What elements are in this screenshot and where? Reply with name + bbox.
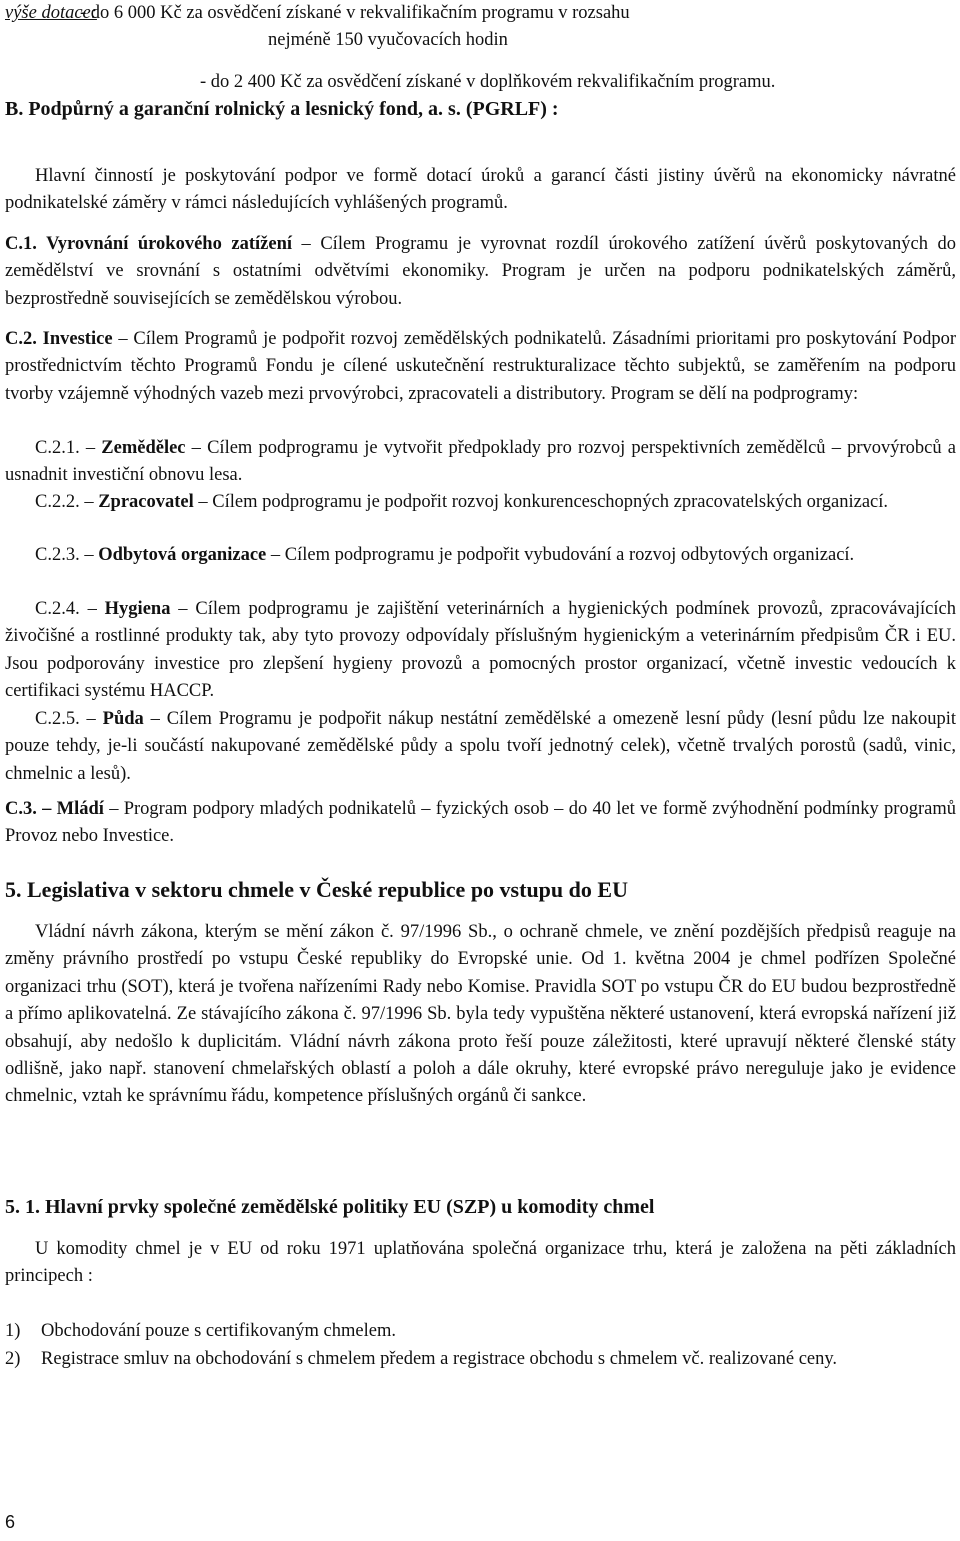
c3-title: Mládí — [56, 799, 104, 819]
c21-text: – Cílem podprogramu je vytvořit předpoklady pro rozvoj perspektivních zemědělců – prvovýrobců a usnadnit investiční obnovu lesa. — [5, 438, 956, 486]
c22-text: – Cílem podprogramu je podpořit rozvoj konkurenceschopných zpracovatelských organizací. — [193, 492, 889, 512]
c25-text: – Cílem Programu je podpořit nákup nestátní zemědělské a omezeně lesní půdy (lesní půdu lze nakoupit pouze tehdy, je-li součástí nakupované zemědělské půdy a spolu tvoří jednotný celek), včetně trvalých porostů (sadů, vinic, chmelnic a lesů). — [5, 709, 956, 784]
c1-paragraph — [5, 231, 956, 313]
subsidy-line-1: - do 6 000 Kč za osvědčení získané v rekvalifikačním programu v rozsahu — [80, 3, 630, 23]
subsidy-line-2: nejméně 150 vyučovacích hodin — [268, 30, 508, 51]
section-5-text: Vládní návrh zákona, kterým se mění zákon č. 97/1996 Sb., o ochraně chmele, ve znění pozdějších předpisů reaguje na změny právního prostředí po vstupu České republiky do Evropské unie. Od 1. května 2004 je chmel podřízen Společné organizaci trhu (SOT), která je tvořena nařízeními Rady nebo Komise. Pravidla SOT po vstupu ČR do EU budou bezprostředně a přímo aplikovatelná. Ze stávajícího zákona č. 97/1996 Sb. byla tedy vypuštěna některé ustanovení, která evropská nařízení již obsahují, aby nedošlo k duplicitám. Vládní návrh zákona proto řeší pouze záležitosti, které upravují některé členské státy odlišně, jako např. stanovení chmelařských oblastí a poloh a dále okruhy, které evropské právo nereguluje jako je evidence chmelnic, vztah ke správnímu řádu, kompetence příslušných orgánů či sankce. — [5, 922, 956, 1107]
subsidy-amount-block — [5, 0, 956, 96]
c24-title: Hygiena — [104, 599, 171, 619]
section-5-1-heading: 5. 1. Hlavní prvky společné zemědělské politiky EU (SZP) u komodity chmel — [5, 1196, 655, 1218]
c22-number: C.2.2. – — [35, 492, 99, 512]
c24-number: C.2.4. – — [35, 599, 105, 619]
c22-title: Zpracovatel — [98, 492, 194, 512]
c23-title: Odbytová organizace — [98, 545, 267, 565]
list-item — [5, 1318, 956, 1345]
c23-number: C.2.3. – — [35, 545, 99, 565]
list-item-text: Obchodování pouze s certifikovaným chmelem. — [41, 1321, 396, 1341]
subsidy-line-3: - do 2 400 Kč za osvědčení získané v doplňkovém rekvalifikačním programu. — [200, 71, 776, 92]
c25-title: Půda — [102, 709, 144, 729]
c24-paragraph — [5, 596, 956, 706]
c3-paragraph — [5, 796, 956, 851]
page-number: 6 — [5, 1512, 16, 1532]
c25-number: C.2.5. – — [35, 709, 103, 729]
c2-title: C.2. Investice — [5, 329, 113, 349]
c3-text: – Program podpory mladých podnikatelů – fyzických osob – do 40 let ve formě zvýhodnění podmínky programů Provoz nebo Investice. — [5, 799, 956, 847]
c21-number: C.2.1. – — [35, 438, 102, 458]
c21-title: Zemědělec — [101, 438, 186, 458]
list-item-number: 1) — [5, 1321, 21, 1341]
c1-title: C.1. Vyrovnání úrokového zatížení — [5, 234, 292, 254]
c3-number: C.3. – — [5, 799, 57, 819]
section-b-text: Hlavní činností je poskytování podpor ve formě dotací úroků a garancí části jistiny úvěrů na ekonomicky návratné podnikatelské záměry v rámci následujících vyhlášených programů. — [5, 166, 956, 214]
c22-paragraph — [5, 489, 956, 516]
c2-paragraph — [5, 326, 956, 408]
section-5-1-text: U komodity chmel je v EU od roku 1971 uplatňována společná organizace trhu, která je založena na pěti základních principech : — [5, 1239, 956, 1287]
subsidy-label: výše dotace: — [5, 3, 97, 23]
list-item-text: Registrace smluv na obchodování s chmelem předem a registrace obchodu s chmelem vč. realizované ceny. — [41, 1349, 838, 1369]
list-item-number: 2) — [5, 1349, 21, 1369]
c2-text: – Cílem Programů je podpořit rozvoj zemědělských podnikatelů. Zásadními prioritami pro poskytování Podpor prostřednictvím těchto Programů Fondu je cílené uskutečnění restrukturalizace těchto subjektů, se zaměřením na podporu tvorby vzájemně výhodných vazeb mezi prvovýrobci, zpracovateli a distributory. Program se dělí na podprogramy: — [5, 329, 956, 404]
section-5-heading: 5. Legislativa v sektoru chmele v České republice po vstupu do EU — [5, 877, 628, 902]
c21-paragraph — [5, 435, 956, 490]
section-b-heading: B. Podpůrný a garanční rolnický a lesnický fond, a. s. (PGRLF) : — [5, 98, 559, 120]
c1-text: – Cílem Programu je vyrovnat rozdíl úrokového zatížení úvěrů poskytovaných do zemědělství ve srovnání s ostatními odvětvími ekonomiky. Program je určen na podporu podnikatelských záměrů, bezprostředně souvisejících se zemědělskou výrobou. — [5, 234, 956, 309]
list-item — [5, 1346, 956, 1373]
c25-paragraph — [5, 706, 956, 788]
c23-paragraph — [5, 542, 956, 569]
c24-text: – Cílem podprogramu je zajištění veterinárních a hygienických podmínek provozů, zpracovávajících živočišné a rostlinné produkty tak, aby tyto provozy odpovídaly příslušným hygienickým a veterinárním předpisům ČR i EU. Jsou podporovány investice pro zlepšení hygieny provozů a pomocných prostor organizací, včetně investic vedoucích k certifikaci systému HACCP. — [5, 599, 956, 702]
c23-text: – Cílem podprogramu je podpořit vybudování a rozvoj odbytových organizací. — [266, 545, 855, 565]
